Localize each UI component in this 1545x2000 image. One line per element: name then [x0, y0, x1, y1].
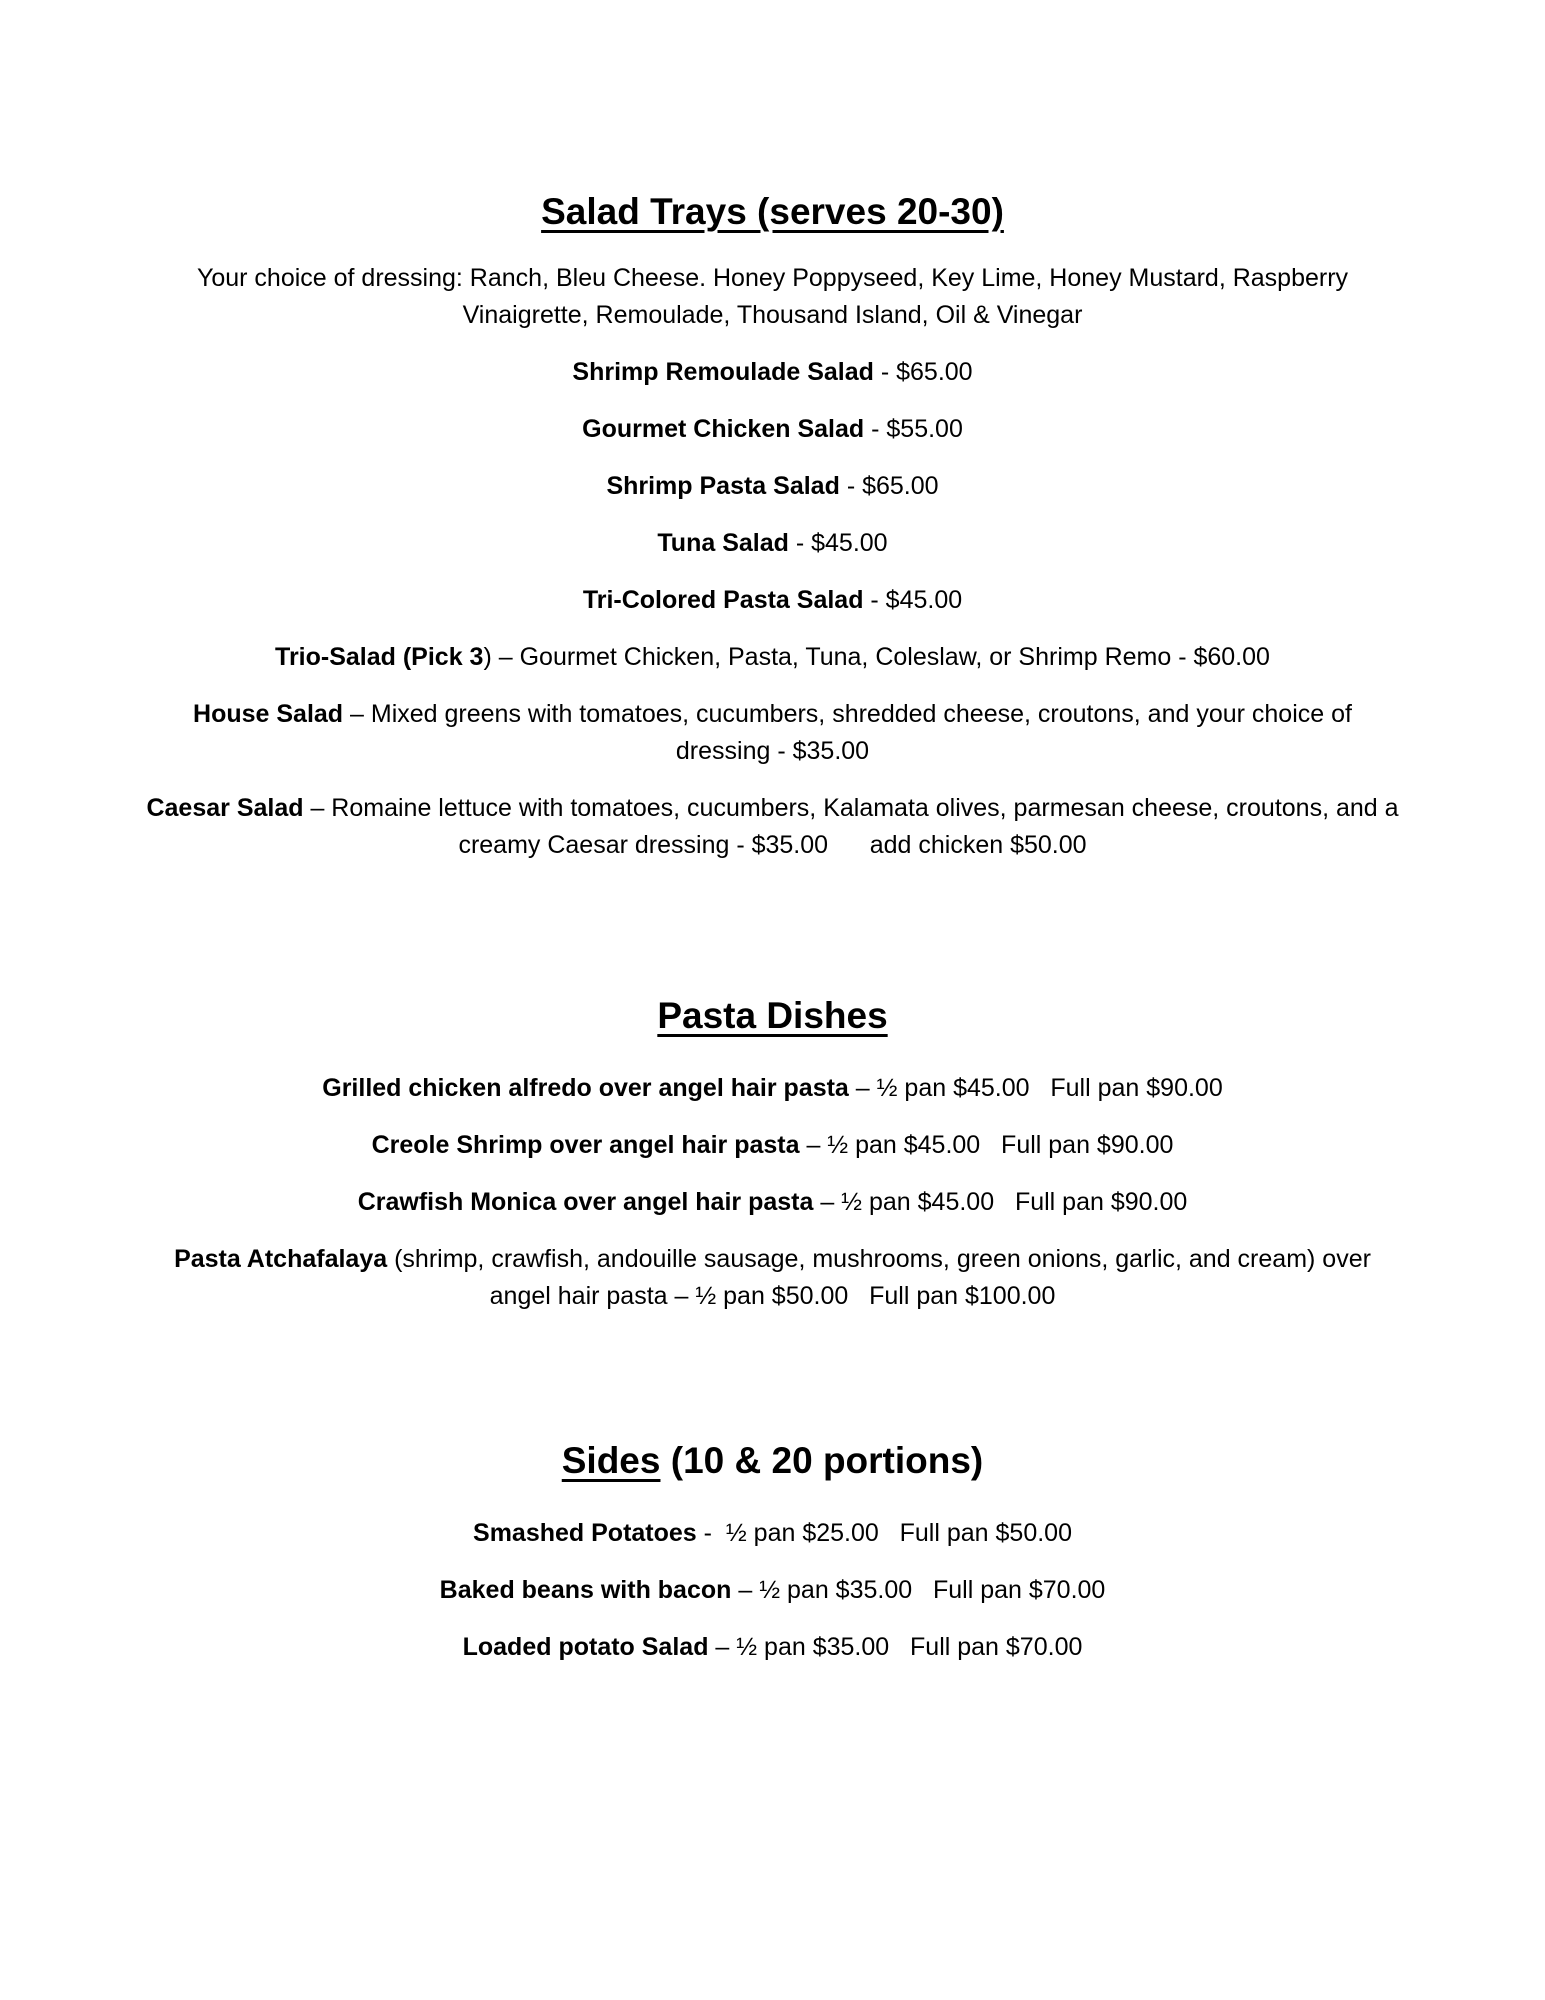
- menu-item-crawfish-monica: [145, 1184, 1400, 1221]
- menu-item-name: Shrimp Pasta Salad: [606, 472, 840, 500]
- menu-item-detail: – Mixed greens with tomatoes, cucumbers, shredded cheese, croutons, and your choice of dressing - $35.00: [343, 700, 1359, 765]
- menu-item-name: Loaded potato Salad: [462, 1633, 709, 1661]
- menu-item-name: Baked beans with bacon: [439, 1576, 732, 1604]
- menu-item-detail: (shrimp, crawfish, andouille sausage, mushrooms, green onions, garlic, and cream) over angel hair pasta – ½ pan $50.00 Full pan $100.00: [387, 1245, 1378, 1310]
- section-title-plain-text: (10 & 20 portions): [660, 1440, 984, 1481]
- menu-item-trio-salad: [145, 639, 1400, 676]
- section-title-underlined-text: Sides: [561, 1440, 661, 1481]
- menu-item-caesar-salad: [145, 790, 1406, 864]
- section-salad-trays: [145, 188, 1406, 864]
- menu-item-detail: - $65.00: [873, 358, 973, 386]
- menu-item-detail: - $65.00: [839, 472, 939, 500]
- section-pasta-dishes: [145, 992, 1400, 1315]
- menu-item-tuna-salad: [145, 525, 1400, 562]
- menu-item-name: Grilled chicken alfredo over angel hair pasta: [322, 1074, 849, 1102]
- section-sides: [145, 1437, 1400, 1666]
- section-title-sides: [145, 1437, 1400, 1485]
- menu-item-detail: – Romaine lettuce with tomatoes, cucumbers, Kalamata olives, parmesan cheese, croutons, and a creamy Caesar dressing - $35.00 add chicken $50.00: [303, 794, 1406, 859]
- menu-item-detail: – ½ pan $45.00 Full pan $90.00: [799, 1131, 1174, 1159]
- menu-item-creole-shrimp: [145, 1127, 1400, 1164]
- menu-item-name: Caesar Salad: [146, 794, 304, 822]
- menu-item-pasta-atchafalaya: [145, 1241, 1400, 1315]
- menu-item-detail: - $45.00: [863, 586, 963, 614]
- dressing-choices-note: Your choice of dressing: Ranch, Bleu Cheese. Honey Poppyseed, Key Lime, Honey Mustard, Raspberry Vinaigrette, Remoulade, Thousand Island, Oil & Vinegar: [196, 264, 1355, 329]
- menu-item-detail: - $55.00: [864, 415, 963, 443]
- menu-item-detail: – ½ pan $35.00 Full pan $70.00: [731, 1576, 1106, 1604]
- section-title-underlined-text: Pasta Dishes: [657, 995, 888, 1036]
- section-title-salad-trays: [145, 188, 1400, 236]
- menu-item-baked-beans-with-bacon: [145, 1572, 1400, 1609]
- menu-item-name: Smashed Potatoes: [473, 1519, 697, 1547]
- menu-item-name: Trio-Salad (Pick 3: [275, 643, 484, 671]
- menu-item-detail: – ½ pan $45.00 Full pan $90.00: [813, 1188, 1188, 1216]
- menu-item-detail: ) – Gourmet Chicken, Pasta, Tuna, Coleslaw, or Shrimp Remo - $60.00: [483, 643, 1270, 671]
- menu-item-name: Gourmet Chicken Salad: [582, 415, 865, 443]
- menu-item-smashed-potatoes: [145, 1515, 1400, 1552]
- menu-item-house-salad: [145, 696, 1400, 770]
- menu-item-name: Tuna Salad: [657, 529, 789, 557]
- menu-item-detail: - ½ pan $25.00 Full pan $50.00: [696, 1519, 1072, 1547]
- menu-item-name: House Salad: [193, 700, 344, 728]
- menu-item-grilled-chicken-alfredo: [145, 1070, 1400, 1107]
- menu-item-loaded-potato-salad: [145, 1629, 1400, 1666]
- menu-item-gourmet-chicken-salad: [145, 411, 1400, 448]
- menu-item-detail: – ½ pan $35.00 Full pan $70.00: [708, 1633, 1083, 1661]
- menu-item-name: Shrimp Remoulade Salad: [572, 358, 874, 386]
- menu-item-name: Crawfish Monica over angel hair pasta: [357, 1188, 814, 1216]
- menu-item-detail: - $45.00: [788, 529, 888, 557]
- menu-item-name: Pasta Atchafalaya: [174, 1245, 388, 1273]
- menu-item-shrimp-remoulade-salad: [145, 354, 1400, 391]
- menu-item-shrimp-pasta-salad: [145, 468, 1400, 505]
- section-title-pasta-dishes: [145, 992, 1400, 1040]
- menu-item-name: Tri-Colored Pasta Salad: [582, 586, 864, 614]
- section-title-underlined-text: Salad Trays (serves 20-30): [541, 191, 1004, 232]
- menu-item-detail: – ½ pan $45.00 Full pan $90.00: [848, 1074, 1223, 1102]
- menu-item-name: Creole Shrimp over angel hair pasta: [371, 1131, 800, 1159]
- menu-item-tri-colored-pasta-salad: [145, 582, 1400, 619]
